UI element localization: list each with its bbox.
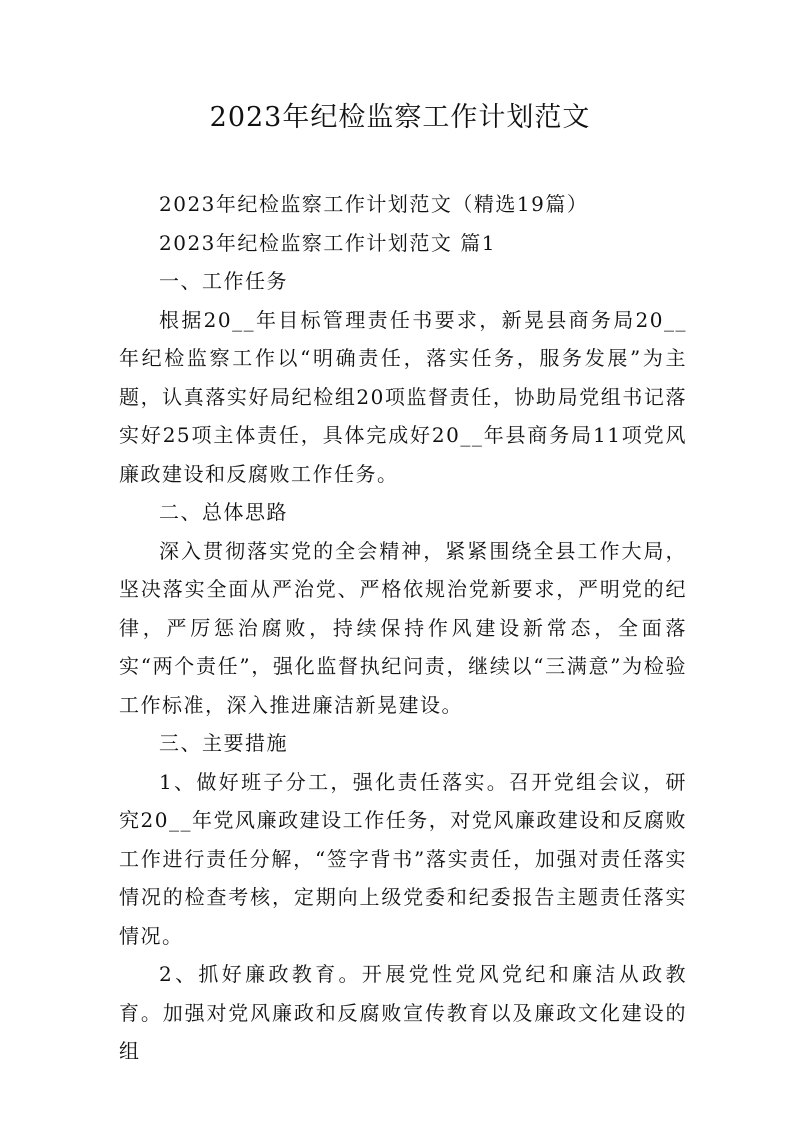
paragraph-article-heading: 2023年纪检监察工作计划范文 篇1 [159, 230, 496, 255]
paragraph-subtitle: 2023年纪检监察工作计划范文（精选19篇） [159, 192, 589, 216]
paragraph: 2、抓好廉政教育。开展党性党风党纪和廉洁从政教育。加强对党风廉政和反腐败宣传教育以及廉政文化建设的组 [119, 962, 687, 1063]
document-body [119, 185, 687, 1071]
section-heading-tasks: 一、工作任务 [159, 269, 288, 293]
paragraph: 根据20__年目标管理责任书要求，新晃县商务局20__年纪检监察工作以“明确责任，落实任务，服务发展”为主题，认真落实好局纪检组20项监督责任，协助局党组书记落实好25项主体责任，具体完成好20__年县商务局11项党风廉政建设和反腐败工作任务。 [119, 307, 687, 486]
paragraph: 1、做好班子分工，强化责任落实。召开党组会议，研究20__年党风廉政建设工作任务，对党风廉政建设和反腐败工作进行责任分解，“签字背书”落实责任，加强对责任落实情况的检查考核，定期向上级党委和纪委报告主题责任落实情况。 [119, 769, 687, 948]
section-heading-approach: 二、总体思路 [159, 500, 288, 524]
section-heading-measures: 三、主要措施 [159, 731, 288, 755]
paragraph: 深入贯彻落实党的全会精神，紧紧围绕全县工作大局，坚决落实全面从严治党、严格依规治党新要求，严明党的纪律，严厉惩治腐败，持续保持作风建设新常态，全面落实“两个责任”，强化监督执纪问责，继续以“三满意”为检验工作标准，深入推进廉洁新晃建设。 [119, 538, 687, 717]
document-title: 2023年纪检监察工作计划范文 [209, 102, 591, 133]
